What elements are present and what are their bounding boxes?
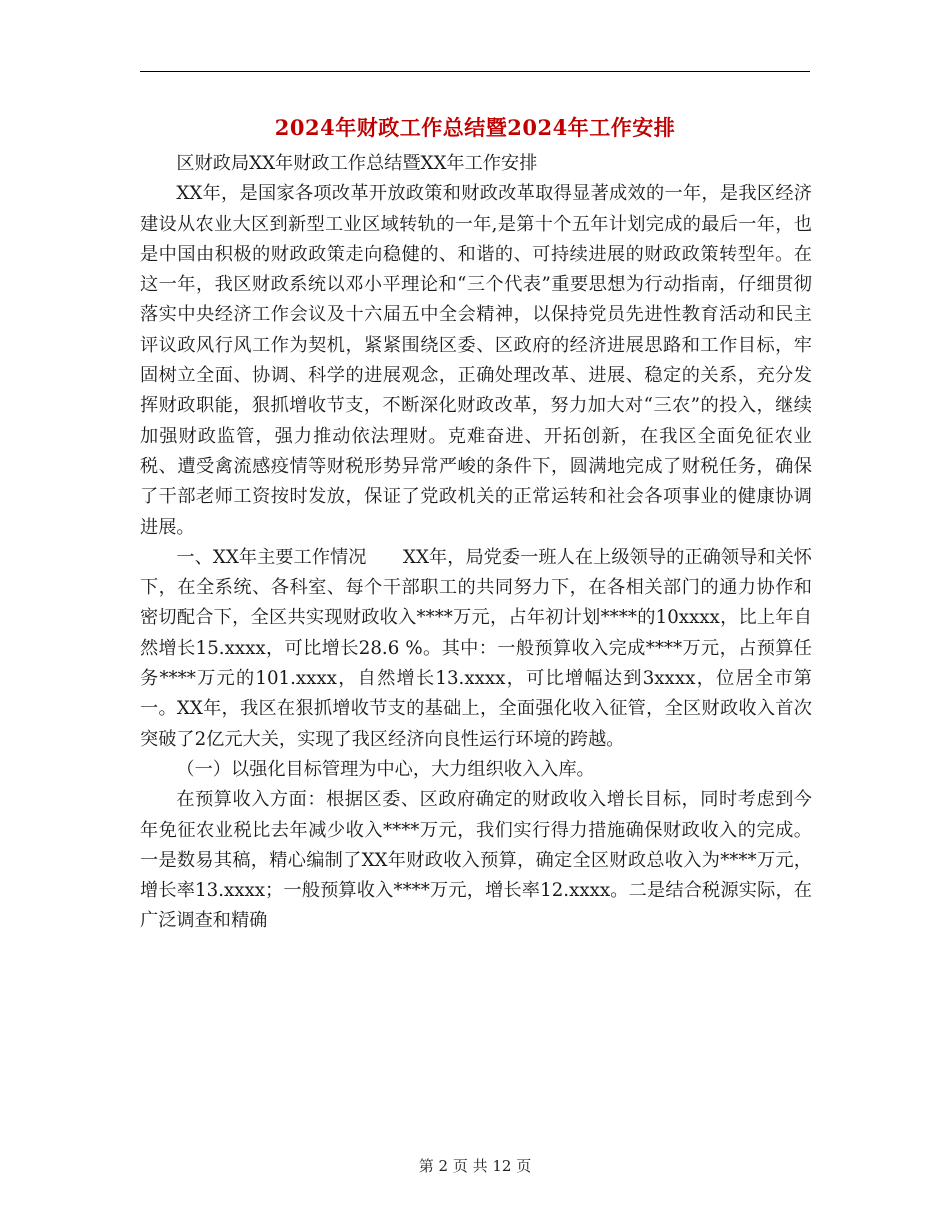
document-body (140, 149, 812, 937)
subtitle-paragraph: 区财政局XX年财政工作总结暨XX年工作安排 (176, 153, 538, 174)
body-paragraph: 在预算收入方面：根据区委、区政府确定的财政收入增长目标，同时考虑到今年免征农业税比去年减少收入****万元，我们实行得力措施确保财政收入的完成。一是数易其稿，精心编制了XX年财政收入预算，确定全区财政总收入为****万元，增长率13.xxxx；一般预算收入****万元，增长率12.xxxx。二是结合税源实际，在广泛调查和精确 (140, 789, 812, 932)
body-paragraph: XX年，是国家各项改革开放政策和财政改革取得显著成效的一年，是我区经济建设从农业大区到新型工业区域转轨的一年,是第十个五年计划完成的最后一年，也是中国由积极的财政政策走向稳健的、和谐的、可持续进展的财政政策转型年。在这一年，我区财政系统以邓小平理论和“三个代表”重要思想为行动指南，仔细贯彻落实中央经济工作会议及十六届五中全会精神，以保持党员先进性教育活动和民主评议政风行风工作为契机，紧紧围绕区委、区政府的经济进展思路和工作目标，牢固树立全面、协调、科学的进展观念，正确处理改革、进展、稳定的关系，充分发挥财政职能，狠抓增收节支，不断深化财政改革，努力加大对“三农”的投入，继续加强财政监管，强力推动依法理财。克难奋进、开拓创新，在我区全面免征农业税、遭受禽流感疫情等财税形势异常严峻的条件下，圆满地完成了财税任务，确保了干部老师工资按时发放，保证了党政机关的正常运转和社会各项事业的健康协调进展。 (140, 183, 812, 538)
document-title: 2024年财政工作总结暨2024年工作安排 (274, 115, 676, 140)
page-footer: 第 2 页 共 12 页 (418, 1157, 532, 1175)
body-paragraph: 一、XX年主要工作情况 XX年，局党委一班人在上级领导的正确领导和关怀下，在全系统、各科室、每个干部职工的共同努力下，在各相关部门的通力协作和密切配合下，全区共实现财政收入****万元，占年初计划****的10xxxx，比上年自然增长15.xxxx，可比增长28.6 %。其中：一般预算收入完成****万元，占预算任务****万元的101.xxxx，自然增长13.xxxx，可比增幅达到3xxxx，位居全市第一。XX年，我区在狠抓增收节支的基础上，全面强化收入征管，全区财政收入首次突破了2亿元大关，实现了我区经济向良性运行环境的跨越。 (140, 546, 812, 750)
header-rule (140, 71, 810, 72)
section-heading: （一）以强化目标管理为中心，大力组织收入入库。 (176, 758, 595, 780)
